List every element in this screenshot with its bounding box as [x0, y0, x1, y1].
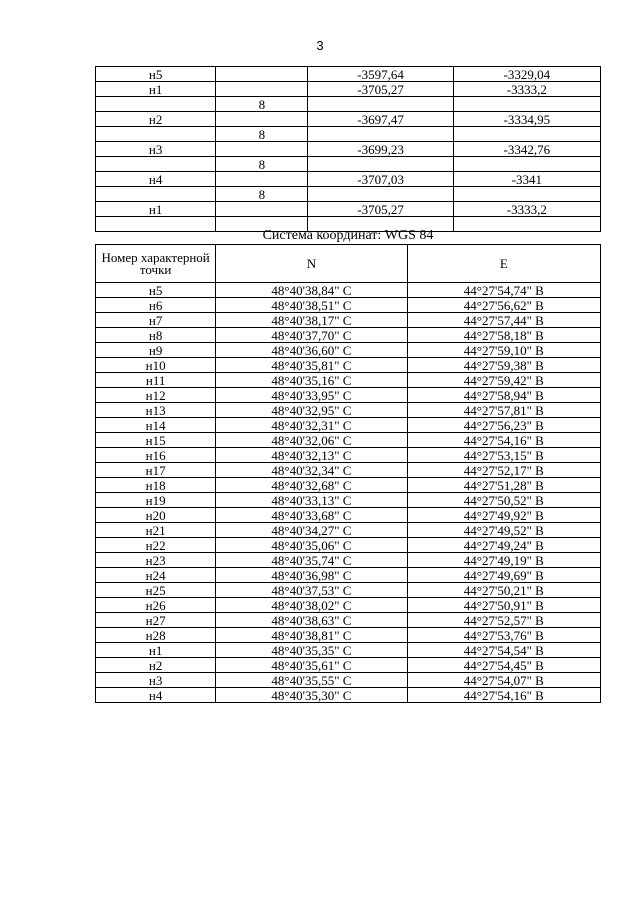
page-number: 3	[316, 38, 324, 53]
cell-dist	[216, 142, 308, 157]
cell-x: -3707,03	[308, 172, 453, 187]
table-row	[96, 373, 601, 388]
cell-point: н10	[96, 358, 216, 373]
cell-n: 48°40'35,06" С	[216, 538, 407, 553]
table-row	[96, 82, 601, 97]
cell-n: 48°40'35,81" С	[216, 358, 407, 373]
cell-point: н4	[96, 172, 216, 187]
cell-e: 44°27'54,16" В	[407, 433, 600, 448]
cell-point: н24	[96, 568, 216, 583]
cell-point: н6	[96, 298, 216, 313]
cell-dist: 8	[216, 97, 308, 112]
table-row	[96, 448, 601, 463]
table-row	[96, 142, 601, 157]
cell-e: 44°27'59,42" В	[407, 373, 600, 388]
cell-e: 44°27'58,94" В	[407, 388, 600, 403]
cell-e: 44°27'59,38" В	[407, 358, 600, 373]
cell-point: н27	[96, 613, 216, 628]
cell-e: 44°27'49,24" В	[407, 538, 600, 553]
table-row	[96, 688, 601, 703]
cell-n: 48°40'32,31" С	[216, 418, 407, 433]
cell-point: н17	[96, 463, 216, 478]
cell-x	[308, 187, 453, 202]
cell-point: н11	[96, 373, 216, 388]
table-row	[96, 673, 601, 688]
cell-y: -3334,95	[453, 112, 600, 127]
cell-point: н2	[96, 658, 216, 673]
cell-point: н12	[96, 388, 216, 403]
cell-point	[96, 187, 216, 202]
cell-e: 44°27'49,52" В	[407, 523, 600, 538]
cell-y	[453, 127, 600, 142]
cell-e: 44°27'56,23" В	[407, 418, 600, 433]
table-row	[96, 187, 601, 202]
cell-point: н18	[96, 478, 216, 493]
table-row	[96, 553, 601, 568]
cell-n: 48°40'32,34" С	[216, 463, 407, 478]
cell-e: 44°27'54,54" В	[407, 643, 600, 658]
cell-n: 48°40'34,27" С	[216, 523, 407, 538]
cell-n: 48°40'36,98" С	[216, 568, 407, 583]
table-row	[96, 172, 601, 187]
cell-dist: 8	[216, 187, 308, 202]
cell-dist	[216, 202, 308, 217]
cell-n: 48°40'37,70" С	[216, 328, 407, 343]
cell-point: н9	[96, 343, 216, 358]
cell-point: н23	[96, 553, 216, 568]
cell-e: 44°27'50,91" В	[407, 598, 600, 613]
table-row	[96, 112, 601, 127]
cell-point	[96, 127, 216, 142]
table-row	[96, 388, 601, 403]
cell-e: 44°27'59,10" В	[407, 343, 600, 358]
cell-point	[96, 97, 216, 112]
cell-y: -3341	[453, 172, 600, 187]
table-row	[96, 343, 601, 358]
table-row	[96, 157, 601, 172]
local-coordinates-table	[95, 66, 601, 232]
table-row	[96, 358, 601, 373]
table-row	[96, 298, 601, 313]
cell-point: н19	[96, 493, 216, 508]
cell-n: 48°40'32,13" С	[216, 448, 407, 463]
cell-point: н25	[96, 583, 216, 598]
cell-x: -3597,64	[308, 67, 453, 82]
local-coordinates-table-body	[96, 67, 601, 232]
cell-n: 48°40'38,84" С	[216, 283, 407, 298]
table-row	[96, 538, 601, 553]
cell-point: н22	[96, 538, 216, 553]
table-row	[96, 418, 601, 433]
wgs84-coordinates-table	[95, 244, 601, 703]
table-row	[96, 568, 601, 583]
cell-e: 44°27'49,19" В	[407, 553, 600, 568]
cell-x	[308, 97, 453, 112]
cell-n: 48°40'37,53" С	[216, 583, 407, 598]
cell-e: 44°27'57,81" В	[407, 403, 600, 418]
cell-n: 48°40'38,63" С	[216, 613, 407, 628]
cell-e: 44°27'57,44" В	[407, 313, 600, 328]
cell-y	[453, 157, 600, 172]
cell-x	[308, 127, 453, 142]
cell-n: 48°40'38,51" С	[216, 298, 407, 313]
table-row	[96, 523, 601, 538]
cell-n: 48°40'33,13" С	[216, 493, 407, 508]
cell-point: н1	[96, 643, 216, 658]
cell-n: 48°40'35,16" С	[216, 373, 407, 388]
cell-e: 44°27'53,15" В	[407, 448, 600, 463]
table-row	[96, 643, 601, 658]
table-row	[96, 127, 601, 142]
cell-y: -3333,2	[453, 202, 600, 217]
cell-point: н3	[96, 142, 216, 157]
cell-x: -3697,47	[308, 112, 453, 127]
table-row	[96, 493, 601, 508]
cell-point: н16	[96, 448, 216, 463]
header-e: E	[407, 245, 600, 283]
table-row	[96, 283, 601, 298]
cell-n: 48°40'33,68" С	[216, 508, 407, 523]
cell-point: н1	[96, 82, 216, 97]
cell-e: 44°27'50,21" В	[407, 583, 600, 598]
cell-e: 44°27'56,62" В	[407, 298, 600, 313]
cell-x: -3705,27	[308, 202, 453, 217]
cell-point: н8	[96, 328, 216, 343]
table-row	[96, 313, 601, 328]
cell-n: 48°40'35,55" С	[216, 673, 407, 688]
cell-point: н20	[96, 508, 216, 523]
cell-e: 44°27'49,92" В	[407, 508, 600, 523]
cell-dist	[216, 67, 308, 82]
cell-e: 44°27'53,76" В	[407, 628, 600, 643]
table-row	[96, 433, 601, 448]
table-row	[96, 67, 601, 82]
cell-point: н1	[96, 202, 216, 217]
table-row	[96, 628, 601, 643]
cell-e: 44°27'54,07" В	[407, 673, 600, 688]
cell-y	[453, 97, 600, 112]
table-row	[96, 508, 601, 523]
cell-dist	[216, 82, 308, 97]
cell-e: 44°27'52,17" В	[407, 463, 600, 478]
cell-y	[453, 187, 600, 202]
cell-dist: 8	[216, 157, 308, 172]
table-row	[96, 97, 601, 112]
cell-point: н7	[96, 313, 216, 328]
cell-point: н5	[96, 67, 216, 82]
coordinate-system-caption: Система координат: WGS 84	[262, 228, 434, 243]
cell-dist	[216, 172, 308, 187]
cell-point: н5	[96, 283, 216, 298]
cell-dist: 8	[216, 127, 308, 142]
cell-e: 44°27'54,45" В	[407, 658, 600, 673]
table-row	[96, 658, 601, 673]
cell-y: -3333,2	[453, 82, 600, 97]
table-row	[96, 328, 601, 343]
cell-n: 48°40'33,95" С	[216, 388, 407, 403]
header-n: N	[216, 245, 407, 283]
cell-n: 48°40'32,68" С	[216, 478, 407, 493]
cell-n: 48°40'38,17" С	[216, 313, 407, 328]
cell-n: 48°40'32,95" С	[216, 403, 407, 418]
cell-dist	[216, 112, 308, 127]
cell-point: н15	[96, 433, 216, 448]
cell-point: н3	[96, 673, 216, 688]
table-row	[96, 598, 601, 613]
cell-n: 48°40'35,30" С	[216, 688, 407, 703]
cell-x	[308, 157, 453, 172]
cell-point: н13	[96, 403, 216, 418]
cell-n: 48°40'35,35" С	[216, 643, 407, 658]
cell-n: 48°40'35,74" С	[216, 553, 407, 568]
cell-n: 48°40'35,61" С	[216, 658, 407, 673]
cell-point: н26	[96, 598, 216, 613]
cell-e: 44°27'54,74" В	[407, 283, 600, 298]
cell-x: -3705,27	[308, 82, 453, 97]
cell-point: н14	[96, 418, 216, 433]
cell-e: 44°27'54,16" В	[407, 688, 600, 703]
table-row	[96, 613, 601, 628]
cell-e: 44°27'58,18" В	[407, 328, 600, 343]
table-row	[96, 478, 601, 493]
table-header-row	[96, 245, 601, 283]
cell-e: 44°27'51,28" В	[407, 478, 600, 493]
table-row	[96, 463, 601, 478]
wgs84-coordinates-table-body	[96, 283, 601, 703]
cell-point: н21	[96, 523, 216, 538]
cell-x: -3699,23	[308, 142, 453, 157]
cell-point: н4	[96, 688, 216, 703]
cell-y: -3329,04	[453, 67, 600, 82]
table-row	[96, 583, 601, 598]
cell-n: 48°40'36,60" С	[216, 343, 407, 358]
cell-e: 44°27'50,52" В	[407, 493, 600, 508]
table-row	[96, 202, 601, 217]
cell-point	[96, 157, 216, 172]
cell-y: -3342,76	[453, 142, 600, 157]
cell-n: 48°40'38,81" С	[216, 628, 407, 643]
cell-n: 48°40'32,06" С	[216, 433, 407, 448]
cell-e: 44°27'49,69" В	[407, 568, 600, 583]
cell-point: н28	[96, 628, 216, 643]
header-point-number: Номер характерной точки	[96, 245, 216, 283]
cell-n: 48°40'38,02" С	[216, 598, 407, 613]
cell-point: н2	[96, 112, 216, 127]
table-row	[96, 403, 601, 418]
cell-e: 44°27'52,57" В	[407, 613, 600, 628]
